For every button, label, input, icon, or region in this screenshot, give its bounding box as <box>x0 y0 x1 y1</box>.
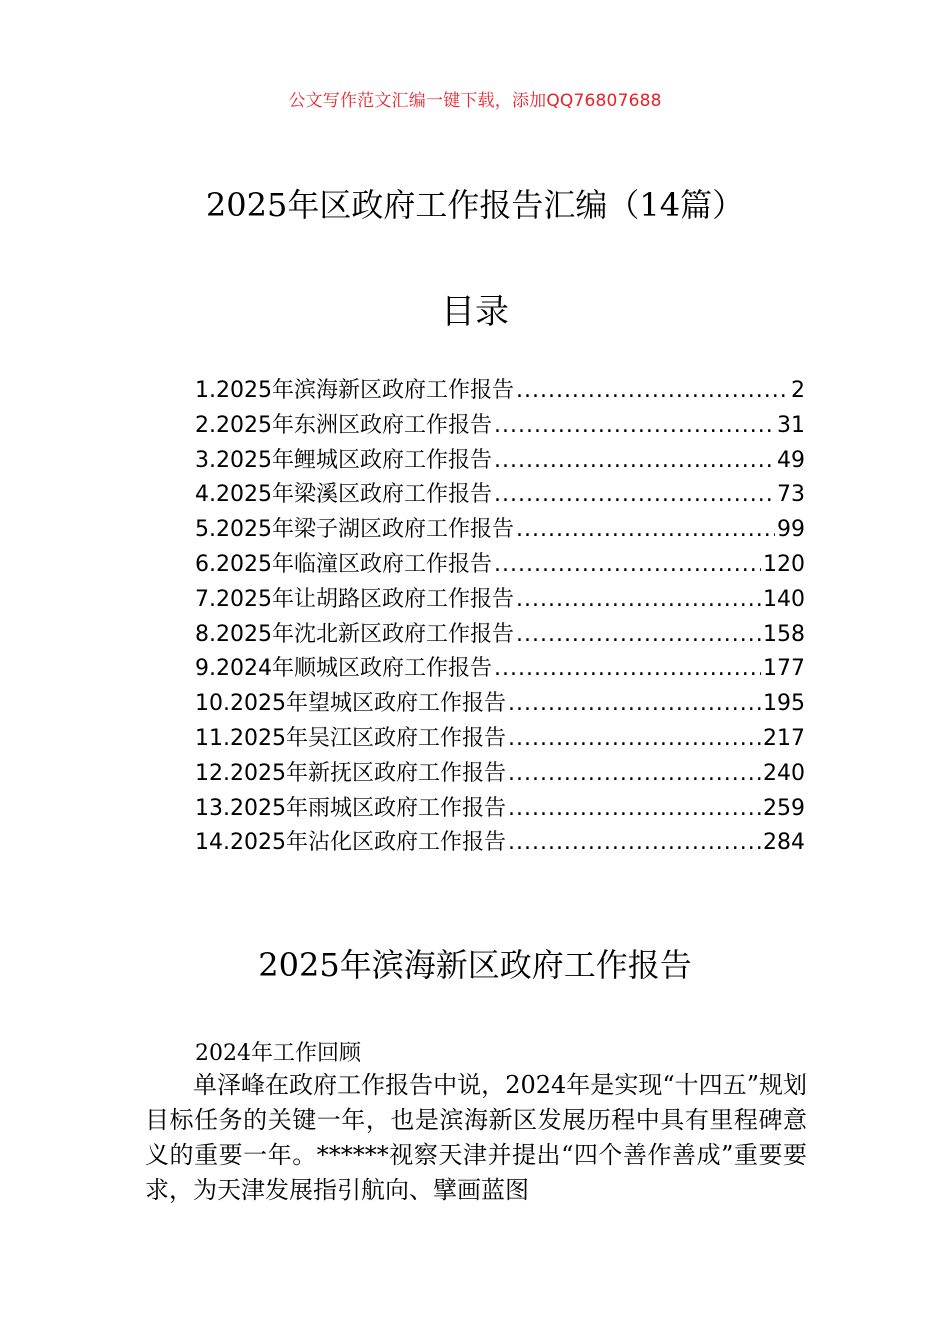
toc-entry-page-number: 284 <box>763 830 805 856</box>
toc-entry[interactable] <box>195 687 805 722</box>
toc-leader-dots <box>516 374 789 409</box>
toc-entry-label: 6.2025年临潼区政府工作报告 <box>195 551 492 577</box>
toc-entry-page-number: 2 <box>791 378 805 403</box>
toc-entry-page-number: 49 <box>777 447 805 473</box>
toc-entry-label: 10.2025年望城区政府工作报告 <box>195 691 506 717</box>
toc-entry-page-number: 73 <box>777 482 805 508</box>
toc-entry-page-number: 259 <box>763 795 805 821</box>
toc-entry-page-number: 31 <box>777 412 805 438</box>
toc-entry[interactable] <box>195 757 805 792</box>
section-subheading: 2024年工作回顾 <box>195 1041 361 1066</box>
toc-leader-dots <box>516 513 775 548</box>
toc-leader-dots <box>508 722 761 757</box>
toc-entry[interactable] <box>195 652 805 687</box>
toc-entry-label: 13.2025年雨城区政府工作报告 <box>195 795 506 821</box>
toc-leader-dots <box>494 548 761 583</box>
toc-entry-label: 5.2025年梁子湖区政府工作报告 <box>195 517 514 543</box>
toc-entry[interactable] <box>195 792 805 827</box>
toc-leader-dots <box>494 652 761 687</box>
toc-leader-dots <box>516 618 761 653</box>
toc-entry-label: 4.2025年梁溪区政府工作报告 <box>195 482 492 508</box>
toc-entry-label: 1.2025年滨海新区政府工作报告 <box>195 378 514 403</box>
toc-entry[interactable] <box>195 478 805 513</box>
toc-entry-label: 9.2024年顺城区政府工作报告 <box>195 656 492 682</box>
toc-entry[interactable] <box>195 618 805 653</box>
toc-entry[interactable] <box>195 409 805 444</box>
toc-leader-dots <box>508 792 761 827</box>
toc-entry-label: 3.2025年鲤城区政府工作报告 <box>195 447 492 473</box>
body-paragraph: 单泽峰在政府工作报告中说，2024年是实现“十四五”规划目标任务的关键一年，也是滨海新区发展历程中具有里程碑意义的重要一年。******视察天津并提出“四个善作善成”重要要求，为天津发展指引航向、擘画蓝图 <box>145 1071 807 1204</box>
toc-entry-page-number: 158 <box>763 621 805 647</box>
toc-entry-label: 8.2025年沈北新区政府工作报告 <box>195 621 514 647</box>
toc-entry-label: 14.2025年沾化区政府工作报告 <box>195 830 506 856</box>
toc-entry-label: 7.2025年让胡路区政府工作报告 <box>195 586 514 612</box>
promo-banner: 公文写作范文汇编一键下载，添加QQ76807688 <box>288 91 662 111</box>
toc-leader-dots <box>508 757 761 792</box>
toc-leader-dots <box>508 687 761 722</box>
document-title: 2025年区政府工作报告汇编（14篇） <box>205 186 745 224</box>
toc-entry[interactable] <box>195 444 805 479</box>
toc-entry-label: 2.2025年东洲区政府工作报告 <box>195 412 492 438</box>
toc-entry-label: 11.2025年吴江区政府工作报告 <box>195 725 506 751</box>
toc-entry[interactable] <box>195 583 805 618</box>
toc-entry-label: 12.2025年新抚区政府工作报告 <box>195 760 506 786</box>
toc-leader-dots <box>494 478 775 513</box>
toc-entry-page-number: 217 <box>763 725 805 751</box>
toc-entry[interactable] <box>195 826 805 861</box>
section-title: 2025年滨海新区政府工作报告 <box>258 946 692 984</box>
table-of-contents <box>195 374 805 861</box>
toc-leader-dots <box>516 583 761 618</box>
toc-entry-page-number: 120 <box>763 551 805 577</box>
toc-entry-page-number: 240 <box>763 760 805 786</box>
toc-entry[interactable] <box>195 548 805 583</box>
toc-entry[interactable] <box>195 374 805 409</box>
toc-entry[interactable] <box>195 722 805 757</box>
toc-entry[interactable] <box>195 513 805 548</box>
toc-entry-page-number: 99 <box>777 517 805 543</box>
toc-entry-page-number: 140 <box>763 586 805 612</box>
toc-leader-dots <box>508 826 761 861</box>
toc-leader-dots <box>494 444 775 479</box>
toc-heading: 目录 <box>441 292 509 332</box>
toc-entry-page-number: 177 <box>763 656 805 682</box>
toc-entry-page-number: 195 <box>763 691 805 717</box>
toc-leader-dots <box>494 409 775 444</box>
